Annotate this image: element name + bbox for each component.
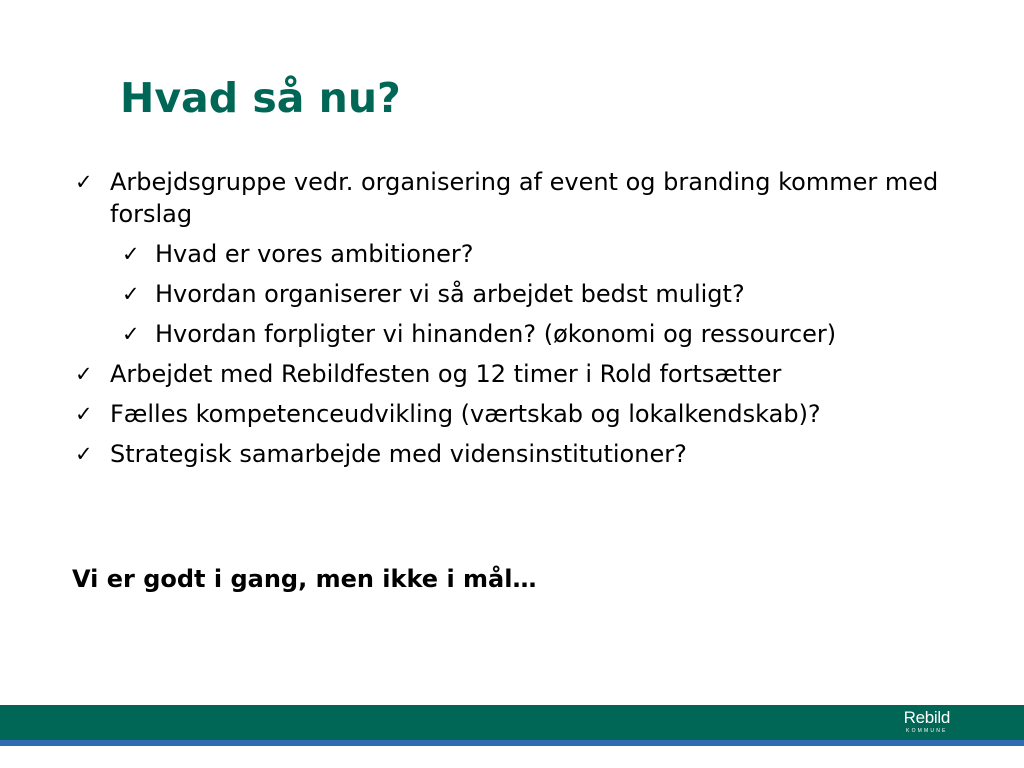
- check-icon: ✓: [122, 242, 140, 266]
- bullet-item: [72, 398, 972, 430]
- bullet-text: Strategisk samarbejde med vidensinstitutioner?: [110, 440, 687, 468]
- conclusion-text: Vi er godt i gang, men ikke i mål…: [72, 565, 537, 593]
- footer-stripe: [0, 740, 1024, 746]
- bullet-text: Fælles kompetenceudvikling (værtskab og lokalkendskab)?: [110, 400, 821, 428]
- bullet-item: [72, 358, 972, 390]
- check-icon: ✓: [122, 282, 140, 306]
- logo-name: Rebild: [903, 708, 950, 727]
- bullet-text: Arbejdsgruppe vedr. organisering af event og branding kommer med forslag: [110, 168, 939, 228]
- bullet-text: Hvad er vores ambitioner?: [155, 240, 474, 268]
- bullet-text: Hvordan forpligter vi hinanden? (økonomi og ressourcer): [155, 320, 837, 348]
- logo-subtitle: KOMMUNE: [906, 728, 948, 734]
- check-icon: ✓: [75, 442, 93, 466]
- check-icon: ✓: [75, 170, 93, 194]
- check-icon: ✓: [75, 402, 93, 426]
- check-icon: ✓: [75, 362, 93, 386]
- bullet-text: Hvordan organiserer vi så arbejdet bedst muligt?: [155, 280, 745, 308]
- bullet-item: [72, 166, 972, 230]
- rebild-kommune-logo: [904, 708, 950, 734]
- bullet-text: Arbejdet med Rebildfesten og 12 timer i Rold fortsætter: [110, 360, 782, 388]
- sub-bullet-item: [72, 238, 972, 270]
- check-icon: ✓: [122, 322, 140, 346]
- bullet-list: [72, 166, 972, 478]
- slide-title: Hvad så nu?: [120, 74, 401, 122]
- footer-band: [0, 705, 1024, 740]
- bullet-item: [72, 438, 972, 470]
- sub-bullet-item: [72, 318, 972, 350]
- sub-bullet-item: [72, 278, 972, 310]
